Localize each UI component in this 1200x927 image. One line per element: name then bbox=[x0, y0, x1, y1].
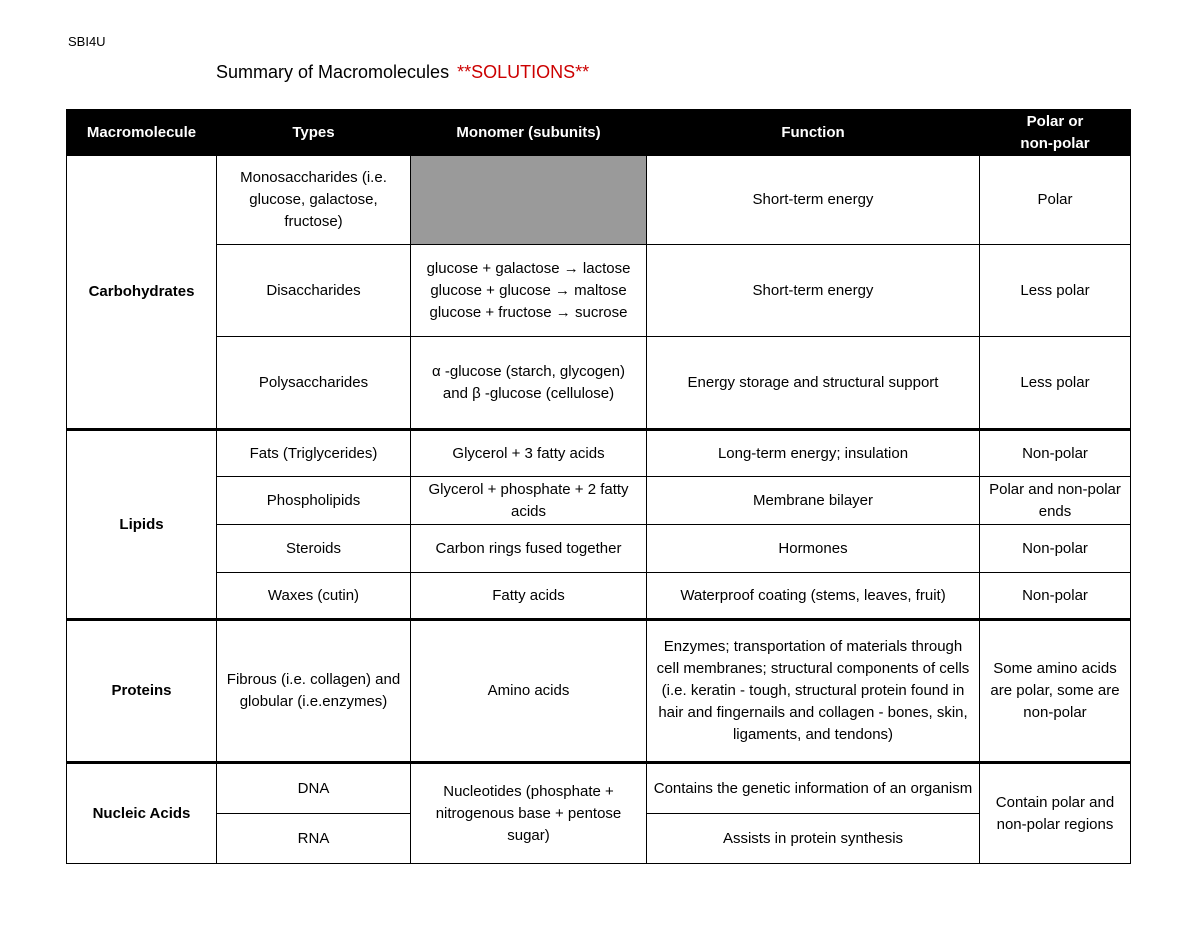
monomer-cell bbox=[411, 337, 647, 430]
monomer-line: glucose + galactose → lactose bbox=[426, 259, 631, 277]
polarity-cell: Polar and non-polar ends bbox=[980, 477, 1131, 525]
header-types: Types bbox=[217, 110, 411, 156]
polarity-cell: Non-polar bbox=[980, 525, 1131, 573]
function-cell: Hormones bbox=[647, 525, 980, 573]
macromolecule-lipids: Lipids bbox=[67, 430, 217, 620]
function-cell: Assists in protein synthesis bbox=[647, 814, 980, 864]
type-cell: Fibrous (i.e. collagen) and globular (i.e.enzymes) bbox=[217, 620, 411, 763]
function-cell: Energy storage and structural support bbox=[647, 337, 980, 430]
table-row bbox=[67, 573, 1131, 620]
type-cell: Fats (Triglycerides) bbox=[217, 430, 411, 477]
function-cell: Contains the genetic information of an organism bbox=[647, 763, 980, 814]
macromolecules-table bbox=[66, 109, 1131, 864]
function-cell: Waterproof coating (stems, leaves, fruit) bbox=[647, 573, 980, 620]
type-cell: Waxes (cutin) bbox=[217, 573, 411, 620]
function-cell: Short-term energy bbox=[647, 156, 980, 245]
title-text: Summary of Macromolecules bbox=[216, 62, 450, 82]
table-row bbox=[67, 763, 1131, 814]
solutions-label: **SOLUTIONS** bbox=[457, 62, 590, 82]
monomer-cell: Glycerol + phosphate + 2 fatty acids bbox=[411, 477, 647, 525]
macromolecule-nucleic-acids: Nucleic Acids bbox=[67, 763, 217, 864]
monomer-line: glucose + glucose → maltose bbox=[430, 281, 627, 299]
polarity-cell: Some amino acids are polar, some are non-polar bbox=[980, 620, 1131, 763]
monomer-cell-shaded bbox=[411, 156, 647, 245]
monomer-cell bbox=[411, 245, 647, 337]
monomer-cell: Nucleotides (phosphate + nitrogenous base + pentose sugar) bbox=[411, 763, 647, 864]
monomer-cell: Carbon rings fused together bbox=[411, 525, 647, 573]
function-cell: Membrane bilayer bbox=[647, 477, 980, 525]
table-row bbox=[67, 477, 1131, 525]
monomer-cell: Amino acids bbox=[411, 620, 647, 763]
course-code: SBI4U bbox=[68, 34, 106, 49]
function-cell: Long-term energy; insulation bbox=[647, 430, 980, 477]
polarity-cell: Contain polar and non-polar regions bbox=[980, 763, 1131, 864]
type-cell: Monosaccharides (i.e. glucose, galactose, fructose) bbox=[217, 156, 411, 245]
table-row bbox=[67, 620, 1131, 763]
header-macromolecule: Macromolecule bbox=[67, 110, 217, 156]
type-cell: DNA bbox=[217, 763, 411, 814]
header-function: Function bbox=[647, 110, 980, 156]
macromolecule-carbohydrates: Carbohydrates bbox=[67, 156, 217, 430]
type-cell: Steroids bbox=[217, 525, 411, 573]
monomer-cell: Fatty acids bbox=[411, 573, 647, 620]
function-cell: Short-term energy bbox=[647, 245, 980, 337]
monomer-line: glucose + fructose → sucrose bbox=[429, 303, 628, 321]
polarity-cell: Less polar bbox=[980, 337, 1131, 430]
header-monomer: Monomer (subunits) bbox=[411, 110, 647, 156]
header-polarity-line2: non-polar bbox=[1020, 134, 1090, 152]
header-row bbox=[67, 110, 1131, 156]
function-cell: Enzymes; transportation of materials through cell membranes; structural components of cells (i.e. keratin - tough, structural protein found in hair and fingernails and collagen - bones, skin, ligaments, and tendons) bbox=[647, 620, 980, 763]
header-polarity bbox=[980, 110, 1131, 156]
header-polarity-line1: Polar or bbox=[1026, 112, 1084, 130]
table-row bbox=[67, 245, 1131, 337]
type-cell: RNA bbox=[217, 814, 411, 864]
polarity-cell: Polar bbox=[980, 156, 1131, 245]
type-cell: Polysaccharides bbox=[217, 337, 411, 430]
macromolecule-proteins: Proteins bbox=[67, 620, 217, 763]
type-cell: Disaccharides bbox=[217, 245, 411, 337]
polarity-cell: Less polar bbox=[980, 245, 1131, 337]
table-row bbox=[67, 156, 1131, 245]
page-title bbox=[216, 62, 589, 83]
table-row bbox=[67, 337, 1131, 430]
monomer-line: α -glucose (starch, glycogen) bbox=[432, 362, 625, 380]
monomer-cell: Glycerol + 3 fatty acids bbox=[411, 430, 647, 477]
polarity-cell: Non-polar bbox=[980, 573, 1131, 620]
polarity-cell: Non-polar bbox=[980, 430, 1131, 477]
table-row bbox=[67, 525, 1131, 573]
table-row bbox=[67, 430, 1131, 477]
monomer-line: and β -glucose (cellulose) bbox=[442, 384, 615, 402]
type-cell: Phospholipids bbox=[217, 477, 411, 525]
